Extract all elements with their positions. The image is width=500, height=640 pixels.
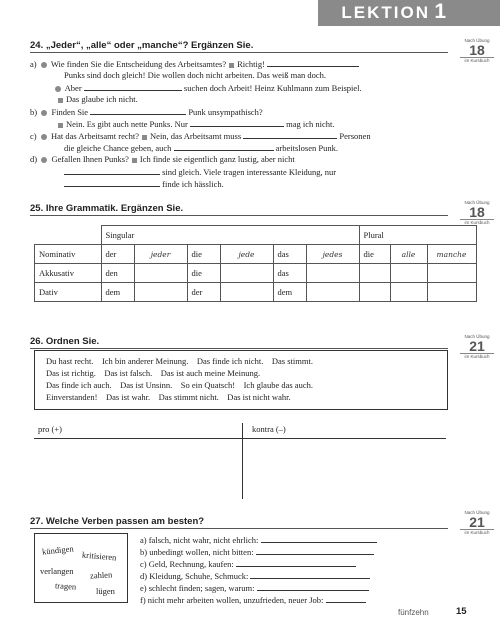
answer-cell[interactable] xyxy=(359,283,390,302)
answer-blank[interactable] xyxy=(190,118,284,127)
ex27-item-a: a) falsch, nicht wahr, nicht ehrlich: xyxy=(140,534,377,545)
ex24-c2: die gleiche Chance geben, auch arbeitslosen Punk. xyxy=(64,143,338,153)
ex27-item-c: c) Geld, Rechnung, kaufen: xyxy=(140,558,356,569)
ex24-d1: d) Gefallen Ihnen Punks? Ich finde sie eigentlich ganz lustig, aber nicht xyxy=(30,154,295,164)
verb-word: kritisieren xyxy=(81,549,117,563)
answer-cell[interactable] xyxy=(427,264,476,283)
exercise-26-title: 26. Ordnen Sie. xyxy=(30,336,100,347)
case-label: Akkusativ xyxy=(35,264,102,283)
speaker-dot-icon xyxy=(41,134,47,140)
phrase-line: Einverstanden! Das ist wahr. Das stimmt nicht. Das ist nicht wahr. xyxy=(46,392,291,402)
ex27-item-b: b) unbedingt wollen, nicht bitten: xyxy=(140,546,374,557)
pro-contra-rule xyxy=(34,438,446,439)
answer-cell[interactable] xyxy=(220,264,273,283)
divider xyxy=(30,348,448,349)
pro-label: pro (+) xyxy=(38,424,62,434)
speaker-dot-icon xyxy=(41,62,47,68)
page-number-word: fünfzehn xyxy=(398,608,429,617)
handwritten-answer[interactable]: manche xyxy=(427,245,476,264)
table-row: Nominativ der jeder die jede das jedes die alle manche xyxy=(35,245,477,264)
answer-blank[interactable] xyxy=(236,558,356,567)
answer-blank[interactable] xyxy=(243,130,337,139)
pro-contra-divider xyxy=(242,423,243,499)
handwritten-answer[interactable]: jeder xyxy=(134,245,187,264)
answer-cell[interactable] xyxy=(306,283,359,302)
exercise-25-title: 25. Ihre Grammatik. Ergänzen Sie. xyxy=(30,203,184,214)
handwritten-answer[interactable]: jedes xyxy=(306,245,359,264)
verb-word: kündigen xyxy=(41,543,75,557)
answer-blank[interactable] xyxy=(64,166,160,175)
page-number: 15 xyxy=(456,606,467,617)
divider xyxy=(30,528,448,529)
ex24-a1: a) Wie finden Sie die Entscheidung des Arbeitsamtes? Richtig! xyxy=(30,58,359,69)
answer-blank[interactable] xyxy=(250,570,370,579)
answer-blank[interactable] xyxy=(256,546,374,555)
singular-header: Singular xyxy=(101,226,359,245)
answer-cell[interactable] xyxy=(427,283,476,302)
answer-blank[interactable] xyxy=(84,82,182,91)
answer-cell[interactable] xyxy=(390,264,427,283)
ex27-item-f: f) nicht mehr arbeiten wollen, unzufrieden, neuer Job: xyxy=(140,594,366,605)
side-note-27: Nach Übung 21 im Kursbuch xyxy=(460,510,494,535)
answer-blank[interactable] xyxy=(261,534,377,543)
ex27-item-d: d) Kleidung, Schuhe, Schmuck: xyxy=(140,570,370,581)
lektion-label: LEKTION xyxy=(341,3,430,22)
contra-label: kontra (–) xyxy=(252,424,286,434)
table-header-row xyxy=(35,226,477,245)
ex24-d3: finde ich hässlich. xyxy=(64,178,224,189)
answer-blank[interactable] xyxy=(267,58,359,67)
verb-word: zahlen xyxy=(89,569,113,581)
ex27-item-e: e) schlecht finden; sagen, warum: xyxy=(140,582,369,593)
speaker-dot-icon xyxy=(41,157,47,163)
answer-cell[interactable] xyxy=(134,264,187,283)
ex24-a3: Aber suchen doch Arbeit! Heinz Kuhlmann zum Beispiel. xyxy=(55,82,362,93)
case-label: Dativ xyxy=(35,283,102,302)
phrase-line: Das finde ich auch. Das ist Unsinn. So ein Quatsch! Ich glaube das auch. xyxy=(46,380,313,390)
ex24-b1: b) Finden Sie Punk unsympathisch? xyxy=(30,107,263,117)
ex24-b2: Nein. Es gibt auch nette Punks. Nur mag ich nicht. xyxy=(55,118,334,129)
speaker-square-icon xyxy=(142,135,147,140)
speaker-square-icon xyxy=(229,63,234,68)
handwritten-answer[interactable]: alle xyxy=(390,245,427,264)
answer-blank[interactable] xyxy=(257,582,369,591)
answer-blank[interactable] xyxy=(90,106,186,115)
answer-blank[interactable] xyxy=(64,178,160,187)
ex24-c1: c) Hat das Arbeitsamt recht? Nein, das Arbeitsamt muss Personen xyxy=(30,131,371,141)
plural-header: Plural xyxy=(359,226,476,245)
speaker-square-icon xyxy=(58,123,63,128)
answer-cell[interactable] xyxy=(306,264,359,283)
divider xyxy=(30,52,448,53)
speaker-dot-icon xyxy=(55,86,61,92)
speaker-square-icon xyxy=(58,98,63,103)
answer-cell[interactable] xyxy=(390,283,427,302)
answer-blank[interactable] xyxy=(326,594,366,603)
speaker-dot-icon xyxy=(41,110,47,116)
exercise-24-title: 24. „Jeder“, „alle“ oder „manche“? Ergänzen Sie. xyxy=(30,40,254,51)
lektion-number: 1 xyxy=(434,0,446,23)
ex24-a4: Das glaube ich nicht. xyxy=(55,94,138,104)
ex24-a2: Punks sind doch gleich! Die wollen doch nicht arbeiten. Das weiß man doch. xyxy=(64,70,327,80)
table-row: Dativ dem der dem xyxy=(35,283,477,302)
verb-word: verlangen xyxy=(40,566,74,576)
answer-cell[interactable] xyxy=(359,264,390,283)
table-row: Akkusativ den die das xyxy=(35,264,477,283)
side-note-24: Nach Übung 18 im Kursbuch xyxy=(460,38,494,63)
verb-word: tragen xyxy=(54,580,77,592)
case-label: Nominativ xyxy=(35,245,102,264)
handwritten-answer[interactable]: jede xyxy=(220,245,273,264)
phrase-line: Du hast recht. Ich bin anderer Meinung. Das finde ich nicht. Das stimmt. xyxy=(46,356,313,366)
grammar-table xyxy=(34,225,477,302)
phrase-line: Das ist richtig. Das ist falsch. Das ist auch meine Meinung. xyxy=(46,368,261,378)
side-note-26: Nach Übung 21 im Kursbuch xyxy=(460,334,494,359)
answer-blank[interactable] xyxy=(174,142,274,151)
answer-cell[interactable] xyxy=(134,283,187,302)
verb-word: lügen xyxy=(96,586,115,596)
answer-cell[interactable] xyxy=(220,283,273,302)
speaker-square-icon xyxy=(132,158,137,163)
divider xyxy=(30,215,448,216)
exercise-27-title: 27. Welche Verben passen am besten? xyxy=(30,516,205,527)
ex24-d2: sind gleich. Viele tragen interessante Kleidung, nur xyxy=(64,166,336,177)
side-note-25: Nach Übung 18 im Kursbuch xyxy=(460,200,494,225)
